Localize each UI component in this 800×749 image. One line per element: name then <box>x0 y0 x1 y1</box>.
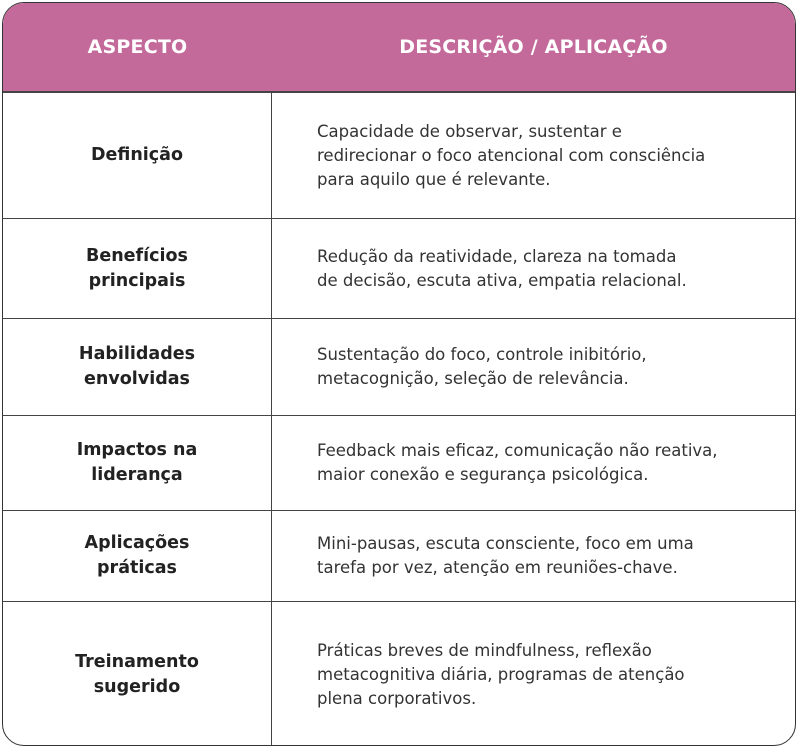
row-aspect <box>3 511 272 601</box>
aspect-label: Habilidades envolvidas <box>78 344 196 389</box>
header-aspect: ASPECTO <box>87 36 188 58</box>
row-description <box>272 319 795 415</box>
description-text: Feedback mais eficaz, comunicação não reativa, maior conexão e segurança psicológica. <box>317 441 718 484</box>
row-description <box>272 93 795 218</box>
aspect-label: Definição <box>90 145 184 165</box>
description-text: Redução da reatividade, clareza na tomada de decisão, escuta ativa, empatia relacional. <box>317 246 687 290</box>
row-aspect <box>3 93 272 218</box>
aspect-label: Benefícios principais <box>86 245 188 291</box>
description-text: Mini-pausas, escuta consciente, foco em uma tarefa por vez, atenção em reuniões-chave. <box>317 534 694 577</box>
row-aspect <box>3 319 272 415</box>
row-description <box>272 416 795 510</box>
aspect-label: Impactos na liderança <box>76 440 198 485</box>
row-aspect <box>3 219 272 318</box>
description-text: Sustentação do foco, controle inibitório, metacognição, seleção de relevância. <box>317 345 647 388</box>
row-description <box>272 219 795 318</box>
table-row <box>3 218 795 318</box>
row-aspect <box>3 416 272 510</box>
aspect-label: Treinamento sugerido <box>75 651 199 697</box>
row-description <box>272 602 795 746</box>
table-row <box>3 318 795 415</box>
table-header <box>3 3 795 92</box>
info-table <box>2 2 796 746</box>
description-text: Práticas breves de mindfulness, reflexão metacognitiva diária, programas de atenção plena corporativos. <box>317 640 685 708</box>
row-description <box>272 511 795 601</box>
table-row <box>3 415 795 510</box>
table-row <box>3 601 795 746</box>
description-text: Capacidade de observar, sustentar e redirecionar o foco atencional com consciência para aquilo que é relevante. <box>317 121 706 189</box>
aspect-label: Aplicações práticas <box>84 533 190 578</box>
table-row <box>3 510 795 601</box>
row-aspect <box>3 602 272 746</box>
table-row <box>3 92 795 218</box>
header-description: DESCRIÇÃO / APLICAÇÃO <box>399 36 668 58</box>
